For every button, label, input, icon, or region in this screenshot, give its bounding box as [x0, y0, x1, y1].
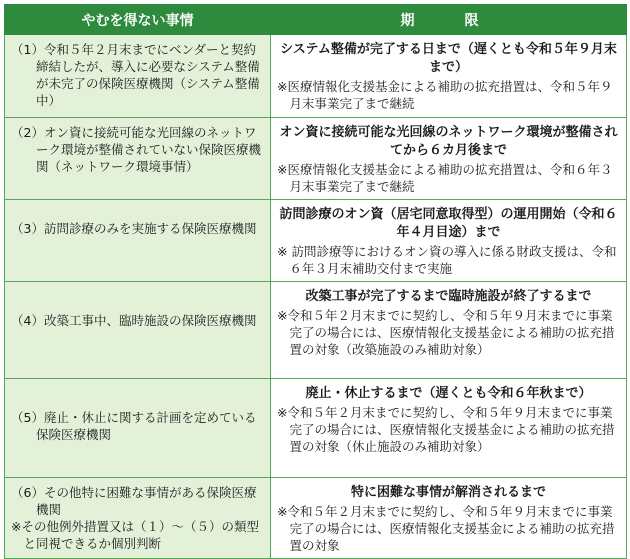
deadline-main: オン資に接続可能な光回線のネットワーク環境が整備されてから６カ月後まで	[279, 125, 618, 158]
condition-text	[11, 220, 264, 237]
condition-body: 訪問診療のみを実施する保険医療機関	[43, 221, 257, 236]
deadline-note: ※令和５年２月末までに契約し、令和５年９月末までに事業完了の場合には、医療情報化支援基金による補助の拡充措置の対象（休止施設のみ補助対象）	[277, 405, 615, 454]
deadline-main: 廃止・休止するまで（遅くとも令和６年秋まで）	[305, 386, 592, 401]
header-deadline: 期 限	[271, 5, 627, 35]
deadline-cell	[271, 200, 627, 282]
deadline-note: ※令和５年２月末までに契約し、令和５年９月末までに事業完了の場合には、医療情報化支援基金による補助の拡充措置の対象	[277, 504, 615, 553]
table-row	[5, 379, 627, 478]
condition-cell	[5, 200, 271, 282]
condition-text	[11, 409, 264, 443]
condition-cell	[5, 118, 271, 200]
deadline-cell	[271, 118, 627, 200]
deadline-cell	[271, 282, 627, 379]
condition-text	[11, 124, 264, 175]
row-number: （5）	[11, 410, 44, 425]
row-number: （2）	[11, 125, 44, 140]
condition-sub-note: ※その他例外措置又は（１）～（５）の類型と同視できるか個別判断	[11, 519, 259, 551]
deadline-main: 特に困難な事情が解消されるまで	[350, 485, 546, 500]
condition-body: その他特に困難な事情がある保険医療機関	[36, 485, 257, 517]
table-header-row	[5, 5, 627, 35]
deadline-note: ※令和５年２月末までに契約し、令和５年９月末までに事業完了の場合には、医療情報化支援基金による補助の拡充措置の対象（改築施設のみ補助対象）	[277, 308, 615, 357]
exception-table-container	[4, 4, 626, 553]
row-number: （1）	[11, 42, 44, 57]
condition-text	[11, 484, 264, 518]
condition-text	[11, 312, 264, 329]
condition-body: 廃止・休止に関する計画を定めている保険医療機関	[36, 410, 257, 442]
table-row	[5, 200, 627, 282]
deadline-note: ※ 訪問診療等におけるオン資の導入に係る財政支援は、令和６年３月末補助交付まで実施	[277, 244, 617, 276]
deadline-cell	[271, 478, 627, 559]
table-row	[5, 118, 627, 200]
condition-cell	[5, 35, 271, 118]
deadline-main: システム整備が完了する日まで（遅くとも令和５年９月末まで）	[280, 42, 617, 75]
deadline-cell	[271, 379, 627, 478]
deadline-main: 改築工事が完了するまで臨時施設が終了するまで	[305, 289, 592, 304]
table-row	[5, 478, 627, 559]
row-number: （4）	[11, 313, 44, 328]
table-row	[5, 282, 627, 379]
table-row	[5, 35, 627, 118]
row-number: （3）	[11, 221, 44, 236]
condition-cell	[5, 379, 271, 478]
condition-text	[11, 41, 264, 109]
deadline-main: 訪問診療のオン資（居宅同意取得型）の運用開始（令和６年４月目途）まで	[279, 207, 618, 240]
condition-body: 改築工事中、臨時施設の保険医療機関	[43, 313, 257, 328]
header-circumstance: やむを得ない事情	[5, 5, 271, 35]
deadline-cell	[271, 35, 627, 118]
exception-table	[4, 4, 627, 559]
row-number: （6）	[11, 485, 44, 500]
deadline-note: ※医療情報化支援基金による補助の拡充措置は、令和５年９月末事業完了まで継続	[277, 79, 613, 111]
condition-cell	[5, 478, 271, 559]
condition-cell	[5, 282, 271, 379]
condition-body: 令和５年２月末までにベンダーと契約締結したが、導入に必要なシステム整備が未完了の保険医療機関（システム整備中）	[36, 42, 260, 108]
condition-body: オン資に接続可能な光回線のネットワーク環境が整備されていない保険医療機関（ネットワーク環境事情）	[36, 125, 262, 174]
deadline-note: ※医療情報化支援基金による補助の拡充措置は、令和６年３月末事業完了まで継続	[277, 162, 613, 194]
